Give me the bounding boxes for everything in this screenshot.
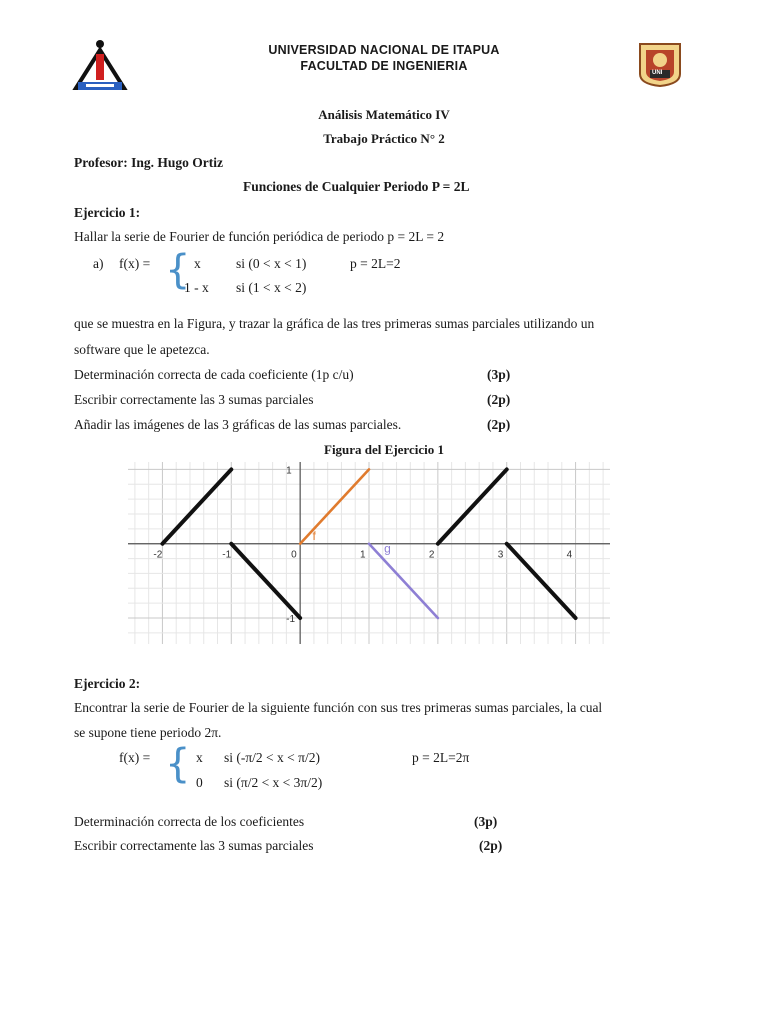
exercise1-figure (128, 462, 610, 644)
series-0-segment-2 (438, 469, 507, 543)
x-tick-label: 4 (566, 549, 573, 561)
university-name: UNIVERSIDAD NACIONAL DE ITAPUA (268, 43, 500, 57)
ex1-fx: f(x) = (119, 256, 151, 271)
ex1-criterion-1-points: (3p) (487, 367, 511, 382)
ex2-case2-cond: si (π/2 < x < 3π/2) (224, 775, 323, 790)
ex1-case1-expr: x (194, 256, 201, 271)
y-tick-label: -1 (286, 614, 296, 625)
y-tick-label: 1 (286, 465, 292, 477)
ex2-line2: se supone tiene periodo 2π. (74, 725, 222, 740)
course-title: Análisis Matemático IV (318, 107, 450, 122)
x-tick-label: -1 (222, 549, 232, 561)
ex2-brace: { (165, 741, 191, 787)
ex1-title: Ejercicio 1: (74, 205, 141, 220)
ex1-criterion-3-points: (2p) (487, 417, 511, 432)
ex2-case1-cond: si (-π/2 < x < π/2) (224, 750, 320, 765)
series-0-segment-3 (507, 544, 576, 618)
ex2-line1: Encontrar la serie de Fourier de la siguiente función con sus tres primeras sumas parciales, la cual (74, 700, 603, 715)
ex1-line1: que se muestra en la Figura, y trazar la gráfica de las tres primeras sumas parciales utilizando un (74, 316, 595, 331)
figure-title: Figura del Ejercicio 1 (324, 442, 444, 457)
professor: Profesor: Ing. Hugo Ortiz (74, 155, 223, 170)
ex2-fx: f(x) = (119, 750, 151, 765)
ex1-case2-expr: 1 - x (184, 280, 209, 295)
ex1-criterion-3: Añadir las imágenes de las 3 gráficas de las sumas parciales. (74, 417, 402, 432)
x-tick-label: -2 (153, 549, 163, 561)
series-label-f: f (312, 529, 316, 543)
ex2-criterion-2-points: (2p) (479, 838, 503, 853)
ex1-case2-cond: si (1 < x < 2) (236, 280, 307, 295)
x-tick-label: 2 (428, 549, 435, 561)
ex1-statement: Hallar la serie de Fourier de función periódica de periodo p = 2L = 2 (74, 229, 445, 244)
ex2-criterion-1-points: (3p) (474, 814, 498, 829)
x-tick-label: 3 (497, 549, 504, 561)
series-0-segment-0 (162, 469, 231, 543)
series-1-segment-0 (300, 469, 369, 543)
topic-heading: Funciones de Cualquier Periodo P = 2L (243, 179, 470, 194)
series-2-segment-0 (369, 541, 438, 618)
ex2-criterion-1: Determinación correcta de los coeficientes (74, 814, 305, 829)
x-tick-label: 1 (360, 549, 366, 561)
ex1-criterion-2: Escribir correctamente las 3 sumas parciales (74, 392, 314, 407)
faculty-name: FACULTAD DE INGENIERIA (300, 59, 468, 73)
right-logo-text: UNI (652, 70, 663, 76)
ex1-period: p = 2L=2 (350, 256, 401, 271)
assignment-title: Trabajo Práctico N° 2 (323, 131, 445, 146)
ex1-brace: { (165, 247, 191, 293)
ex2-period: p = 2L=2π (412, 750, 470, 765)
ex2-title: Ejercicio 2: (74, 676, 141, 691)
series-label-g: g (384, 541, 391, 556)
ex1-criterion-2-points: (2p) (487, 392, 511, 407)
x-tick-label: 0 (291, 549, 297, 561)
ex2-case2-expr: 0 (196, 775, 203, 790)
ex1-line2: software que le apetezca. (74, 342, 210, 357)
ex1-criterion-1: Determinación correcta de cada coeficiente (1p c/u) (74, 367, 354, 382)
ex2-criterion-2: Escribir correctamente las 3 sumas parciales (74, 838, 314, 853)
ex1-item-label: a) (93, 256, 104, 271)
series-0-segment-1 (231, 544, 300, 618)
ex1-case1-cond: si (0 < x < 1) (236, 256, 307, 271)
ex2-case1-expr: x (196, 750, 203, 765)
